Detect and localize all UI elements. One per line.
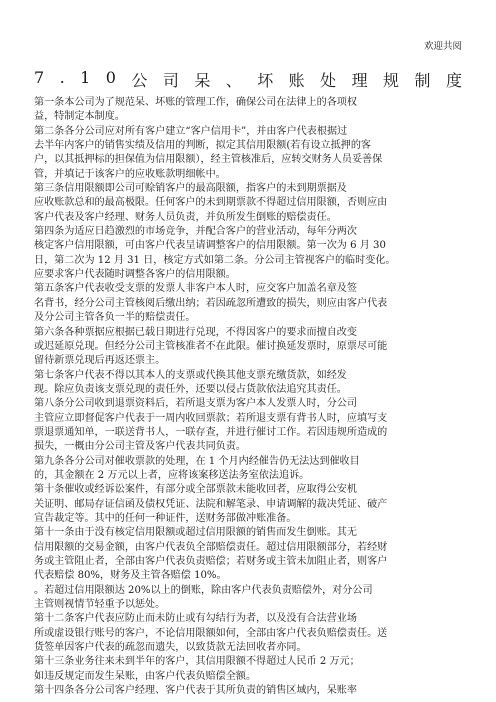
- text-line: 管，并填记于该客户的应收账款明细帐中。: [34, 168, 226, 180]
- text-line: 或迟延原兑现。但经分公司主管核准者不在此限。催讨换延发票时，原票尽可能: [34, 340, 388, 352]
- text-line: 第八条分公司收到退票资料后，若所退支票为客户本人发票人时，分公司: [34, 398, 357, 410]
- title-char: 规: [383, 71, 400, 90]
- text-line: 应要求客户代表随时调整各客户的信用限额。: [34, 269, 236, 281]
- text-line: 益，特制定本制度。: [34, 111, 125, 123]
- text-line: 客户代表及客户经理、财务人员负责，并负所发生倒账的赔偿责任。: [34, 211, 337, 223]
- text-line: 第六条各种票据应根据已载日期进行兑现，不得因客户的要求而擅自改变: [34, 326, 357, 338]
- text-line: 务或主管阻止者，全部由客户代表负责赔偿；若财务或主管未加阻止者，则客户: [34, 556, 388, 567]
- text-line: 第四条为适应日趋激烈的市场竞争，并配合客户的营业活动，每年分两次: [34, 226, 357, 238]
- text-line: 第十三条业务往来未到半年的客户，其信用限额不得超过人民币 2 万元；: [34, 656, 360, 668]
- title-char: 处: [320, 71, 337, 90]
- header-note: 欢迎共阅: [423, 41, 462, 52]
- text-line: 应收账款总和的最高极限。任何客户的未到期票款不得超过信用限额，否则应由: [34, 197, 388, 209]
- text-line: 的，其金额在 2 万元以上者，应将该案移送法务室依法追诉。: [34, 469, 310, 481]
- title-char: .: [59, 68, 65, 87]
- text-line: 第一条本公司为了规范呆、坏账的管理工作，确保公司在法律上的各项权: [34, 97, 357, 108]
- title-char: 呆: [194, 71, 211, 90]
- text-line: 第二条各分公司应对所有客户建立“客户信用卡”，并由客户代表根据过: [34, 125, 348, 137]
- text-line: 信用限额的交易金额，由客户代表负全部赔偿责任。超过信用限额部分，若经财: [34, 541, 388, 553]
- text-line: 损失，一概由分公司主管及客户代表共同负责。: [34, 441, 246, 453]
- title-char: 理: [351, 71, 368, 90]
- text-line: 日，第二次为 12 月 31 日，核定方式如第二条。分公司主管视客户的临时变化。: [34, 254, 396, 266]
- text-line: 留待新票兑现后再返还票主。: [34, 355, 166, 367]
- text-line: 票退票通知单，一联送背书人，一联存查，并进行催讨工作。若因违规所造成的: [34, 426, 388, 438]
- title-char: 制: [414, 71, 431, 90]
- title-char: 7: [34, 68, 45, 87]
- title-char: 坏: [257, 71, 274, 90]
- title-char: 0: [105, 68, 116, 87]
- text-line: 主管则视情节轻重予以惩处。: [34, 599, 166, 611]
- text-line: 主管应立即督促客户代表于一周内收回票款；若所退支票有背书人时，应填写支: [34, 412, 388, 424]
- document-body: [34, 96, 464, 698]
- text-line: 第三条信用限额即公司可赊销客户的最高限额，指客户的未到期票据及: [34, 183, 347, 195]
- text-line: 及分公司主管各负一半的赔偿责任。: [34, 312, 196, 324]
- text-line: 去半年内客户的销售实绩及信用的判断，拟定其信用限额(若有设立抵押的客: [34, 140, 372, 152]
- text-line: 第十四条各分公司客户经理、客户代表于其所负责的销售区域内，呆账率: [34, 685, 357, 697]
- text-line: 宣告裁定等。其中的任何一种证件，送财务部做冲账准备。: [34, 512, 297, 524]
- text-line: 关证明、邮局存证信函及债权凭证、法院和解笔录、申请调解的裁决凭证、破产: [34, 498, 388, 510]
- text-line: 核定客户信用限额，可由客户代表呈请调整客户的信用限额。第一次为 6 月 30: [34, 240, 386, 252]
- text-line: 如违反规定而发生呆账，由客户代表负赔偿全额。: [34, 670, 257, 682]
- text-line: 名背书，经分公司主管核阅后缴出纳；若因疏忽所遭致的损失，则应由客户代表: [34, 297, 388, 309]
- title-char: 1: [80, 68, 91, 87]
- text-line: 第九条各分公司对催收票款的处理，在 1 个月内经催告仍无法达到催收目: [34, 455, 360, 467]
- text-line: 第七条客户代表不得以其本人的支票或代换其他支票充缴货款，如经发: [34, 369, 347, 381]
- text-line: 第五条客户代表收受支票的发票人非客户本人时，应交客户加盖名章及签: [34, 283, 357, 295]
- text-line: 户，以其抵押标的担保值为信用限额），经主管核准后，应转交财务人员妥善保: [34, 154, 383, 166]
- text-line: 。若超过信用限额达 20%以上的倒账，除由客户代表负责赔偿外，对分公司: [34, 584, 373, 596]
- title-char: 公: [131, 71, 148, 90]
- text-line: 第十二条客户代表应防止而未防止或有勾结行为者，以及没有合法营业场: [34, 613, 357, 625]
- title-char: 账: [288, 71, 305, 90]
- text-line: 货签单因客户代表的疏忽而遗失，以致货款无法回收者亦同。: [34, 642, 307, 654]
- text-line: 代表赔偿 80%，财务及主管各赔偿 10%。: [34, 570, 227, 582]
- title-char: 、: [225, 71, 242, 90]
- title-char: 度: [445, 71, 462, 90]
- text-line: 第十一条由于没有核定信用限额或超过信用限额的销售而发生倒账。其无: [34, 527, 357, 539]
- text-line: 第十条催收或经诉讼案件，有部分或全部票款未能收回者，应取得公安机: [34, 484, 357, 496]
- title-char: 司: [162, 71, 179, 90]
- document-title: [34, 68, 462, 91]
- text-line: 现。除应负责该支票兑现的责任外，还要以侵占货款依法追究其责任。: [34, 383, 347, 395]
- text-line: 所或虚设银行账号的客户，不论信用限额如何，全部由客户代表负赔偿责任。送: [34, 627, 388, 639]
